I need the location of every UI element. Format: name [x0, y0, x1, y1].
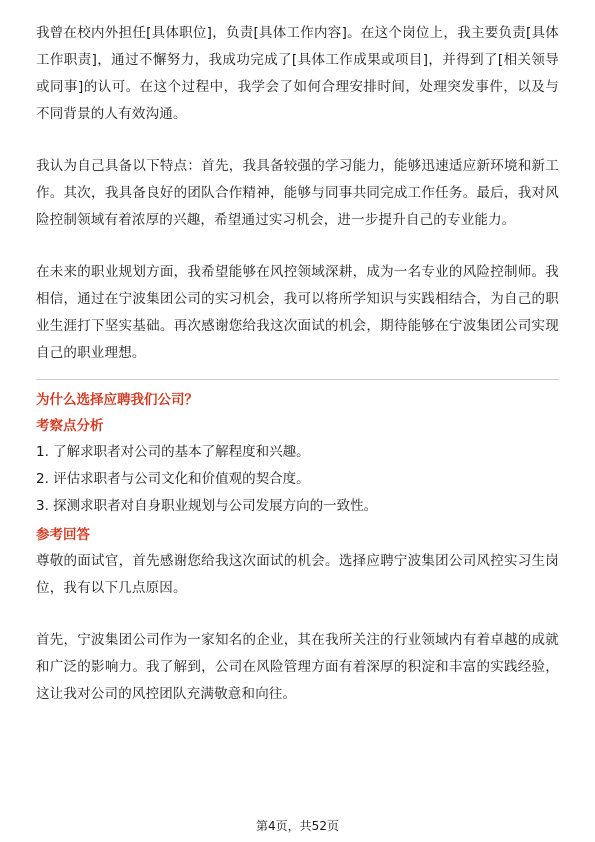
- intro-paragraph-2: 我认为自己具备以下特点：首先，我具备较强的学习能力，能够迅速适应新环境和新工作。其次，我具备良好的团队合作精神，能够与同事共同完成工作任务。最后，我对风险控制领域有着浓厚的兴趣，希望通过实习机会，进一步提升自己的专业能力。: [36, 158, 559, 228]
- section-divider: [36, 379, 559, 380]
- analysis-item-2: 2. 评估求职者与公司文化和价值观的契合度。: [36, 471, 310, 487]
- intro-paragraph-3: 在未来的职业规划方面，我希望能够在风控领域深耕，成为一名专业的风险控制师。我相信，通过在宁波集团公司的实习机会，我可以将所学知识与实践相结合，为自己的职业生涯打下坚实基础。再次感谢您给我这次面试的机会，期待能够在宁波集团公司实现自己的职业理想。: [36, 264, 559, 361]
- paragraph-spacer: [36, 128, 559, 153]
- analysis-heading: 考察点分析: [36, 418, 104, 434]
- answer-paragraph-1: 尊敬的面试官，首先感谢您给我这次面试的机会。选择应聘宁波集团公司风控实习生岗位，我有以下几点原因。: [36, 553, 559, 596]
- analysis-list: [36, 439, 559, 520]
- analysis-item-3: 3. 探测求职者对自身职业规划与公司发展方向的一致性。: [36, 498, 378, 514]
- page-number: 第4页，共52页: [256, 819, 339, 833]
- paragraph-spacer: [36, 234, 559, 259]
- answer-paragraph-2: 首先，宁波集团公司作为一家知名的企业，其在我所关注的行业领域内有着卓越的成就和广泛的影响力。我了解到，公司在风险管理方面有着深厚的积淀和丰富的实践经验，这让我对公司的风控团队充满敬意和向往。: [36, 632, 559, 702]
- intro-paragraph-1: 我曾在校内外担任[具体职位]，负责[具体工作内容]。在这个岗位上，我主要负责[具体工作职责]，通过不懈努力，我成功完成了[具体工作成果或项目]，并得到了[相关领导或同事]的认可。在这个过程中，我学会了如何合理安排时间，处理突发事件，以及与不同背景的人有效沟通。: [36, 25, 559, 122]
- paragraph-spacer: [36, 602, 559, 627]
- document-page: [36, 20, 559, 708]
- analysis-item-1: 1. 了解求职者对公司的基本了解程度和兴趣。: [36, 444, 310, 460]
- answer-heading: 参考回答: [36, 527, 90, 543]
- question-heading: 为什么选择应聘我们公司？: [36, 392, 198, 408]
